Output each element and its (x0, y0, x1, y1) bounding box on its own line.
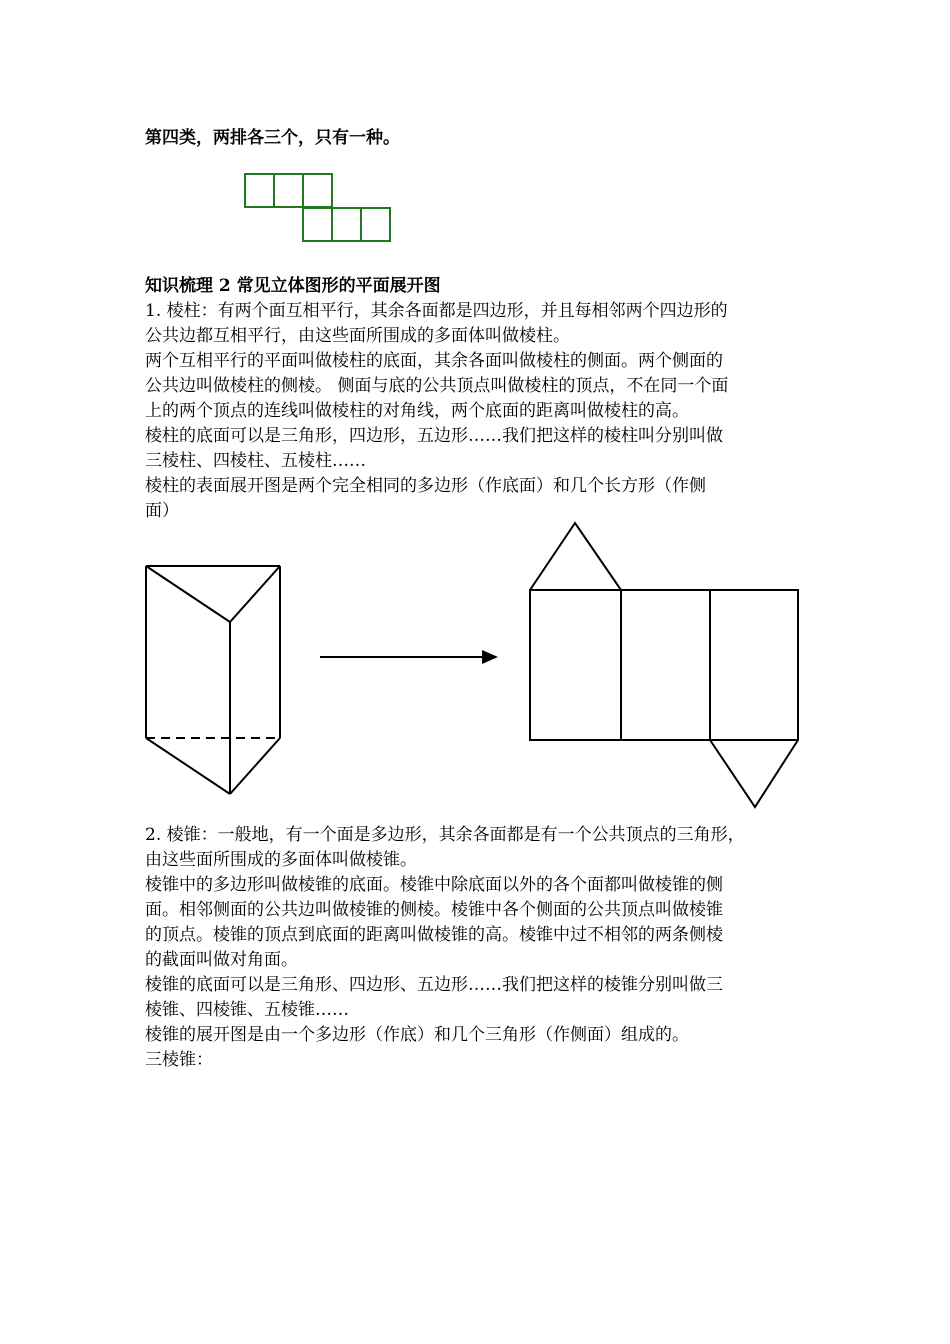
prism-line: 面） (145, 501, 179, 521)
prism-line: 两个互相平行的平面叫做棱柱的底面，其余各面叫做棱柱的侧面。两个侧面的 (145, 351, 723, 371)
net-square (245, 174, 274, 207)
prism-line: 公共边叫做棱柱的侧棱。 侧面与底的公共顶点叫做棱柱的顶点，不在同一个面 (145, 376, 729, 396)
prism-line: 棱柱的底面可以是三角形，四边形，五边形……我们把这样的棱柱叫分别叫做 (145, 426, 723, 446)
net-square (303, 208, 332, 241)
prism-line: 1. 棱柱：有两个面互相平行，其余各面都是四边形，并且每相邻两个四边形的 (145, 301, 728, 321)
pyramid-line: 棱锥、四棱锥、五棱锥…… (145, 1000, 349, 1020)
prism-line: 三棱柱、四棱柱、五棱柱…… (145, 451, 366, 471)
prism-line: 上的两个顶点的连线叫做棱柱的对角线，两个底面的距离叫做棱柱的高。 (145, 401, 689, 421)
triangular-prism-figure (140, 560, 290, 800)
net-square (274, 174, 303, 207)
pyramid-line: 棱锥的展开图是由一个多边形（作底）和几个三角形（作侧面）组成的。 (145, 1025, 689, 1045)
section-heading: 第四类，两排各三个，只有一种。 (145, 128, 400, 148)
pyramid-line: 2. 棱锥：一般地，有一个面是多边形，其余各面都是有一个公共顶点的三角形， (145, 825, 745, 845)
knowledge-title: 知识梳理 2 常见立体图形的平面展开图 (145, 276, 441, 296)
pyramid-line: 由这些面所围成的多面体叫做棱锥。 (145, 850, 417, 870)
pyramid-line: 的顶点。棱锥的顶点到底面的距离叫做棱锥的高。棱锥中过不相邻的两条侧棱 (145, 925, 723, 945)
pyramid-line: 三棱锥： (145, 1050, 213, 1070)
prism-line: 棱柱的表面展开图是两个完全相同的多边形（作底面）和几个长方形（作侧 (145, 476, 706, 496)
arrow-right-icon (318, 647, 503, 667)
net-square (303, 174, 332, 207)
prism-line: 公共边都互相平行，由这些面所围成的多面体叫做棱柱。 (145, 326, 570, 346)
pyramid-line: 棱锥中的多边形叫做棱锥的底面。棱锥中除底面以外的各个面都叫做棱锥的侧 (145, 875, 723, 895)
pyramid-line: 的截面叫做对角面。 (145, 950, 298, 970)
net-square (361, 208, 390, 241)
pyramid-line: 棱锥的底面可以是三角形、四边形、五边形……我们把这样的棱锥分别叫做三 (145, 975, 723, 995)
pyramid-line: 面。相邻侧面的公共边叫做棱锥的侧棱。棱锥中各个侧面的公共顶点叫做棱锥 (145, 900, 723, 920)
net-square (332, 208, 361, 241)
cube-net-diagram (240, 170, 392, 242)
prism-net-figure (525, 518, 810, 813)
